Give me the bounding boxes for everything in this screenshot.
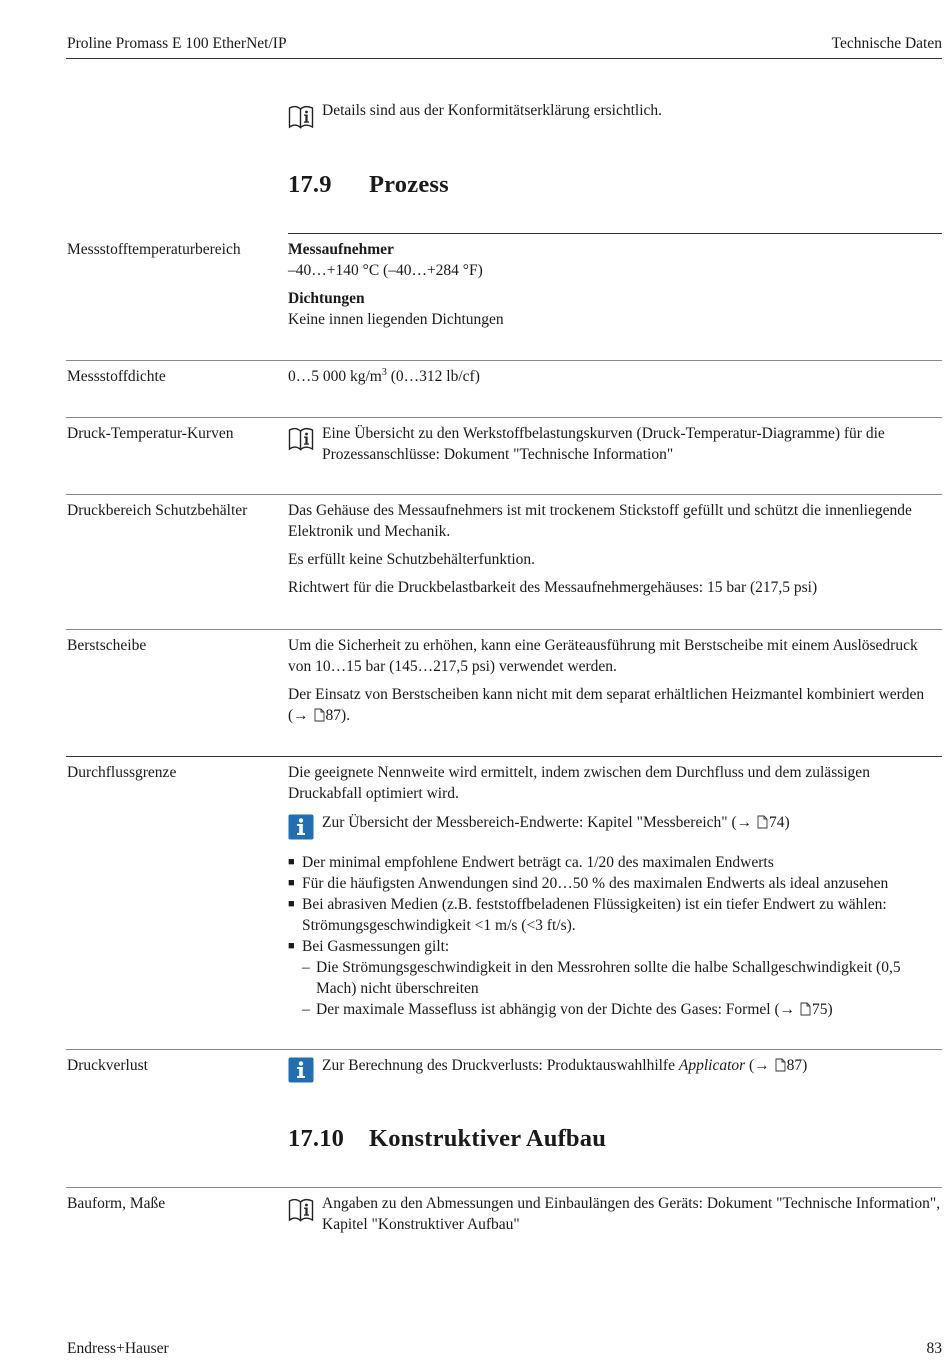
flow-limit-bullet-list (288, 852, 944, 1020)
row-content-flow-limit (288, 762, 944, 1020)
row-divider (66, 756, 942, 757)
sub-list-item-end: ) (827, 1001, 833, 1018)
intro-note (288, 100, 944, 121)
density-exponent: 3 (381, 366, 387, 378)
section-rule (288, 233, 942, 234)
row-label-temperature-range: Messstofftemperaturbereich (67, 241, 241, 258)
density-value: 0…5 000 kg/m (288, 368, 382, 385)
section-title: Konstruktiver Aufbau (369, 1125, 607, 1152)
intro-note-text: Details sind aus der Konformitätserklärung ersichtlich. (322, 102, 663, 119)
pressure-loss-info-note (288, 1055, 944, 1076)
page-reference-icon (775, 1058, 786, 1072)
row-content-containment (288, 500, 944, 598)
row-label-flow-limit: Durchflussgrenze (67, 764, 177, 781)
flow-limit-sub-list (302, 957, 944, 1020)
containment-p1: Das Gehäuse des Messaufnehmers ist mit trockenem Stickstoff gefüllt und schützt die innenliegende Elektronik und Mechanik. (288, 502, 912, 540)
row-content-density (288, 366, 944, 387)
section-heading-process (288, 171, 449, 198)
section-title: Prozess (369, 171, 449, 198)
pressure-loss-info-post: ) (802, 1057, 808, 1074)
applicator-link[interactable]: Applicator (678, 1057, 746, 1074)
info-icon (288, 814, 314, 840)
page-reference-link[interactable]: 74 (769, 814, 785, 831)
list-item: ■ Bei abrasiven Medien (z.B. feststoffbeladenen Flüssigkeiten) ist ein tiefer Endwert zu wählen: Strömungsgeschwindigkeit <1 m/s (<3 ft/s). (288, 894, 944, 936)
pt-curves-note-text: Eine Übersicht zu den Werkstoffbelastungskurven (Druck-Temperatur-Diagramme) für die Prozessanschlüsse: Dokument "Technische Information" (322, 425, 885, 463)
running-header-chapter: Technische Daten (831, 35, 942, 52)
page-reference-icon (800, 1002, 811, 1016)
pressure-loss-info-text (322, 1055, 944, 1076)
containment-p2: Es erfüllt keine Schutzbehälterfunktion. (288, 551, 536, 568)
section-number: 17.9 (288, 171, 332, 198)
page-reference-link[interactable]: 75 (811, 1001, 828, 1018)
row-label-density: Messstoffdichte (67, 368, 166, 385)
seals-heading: Dichtungen (288, 290, 365, 307)
dimensions-note (288, 1193, 944, 1235)
row-divider (66, 1187, 942, 1188)
sub-list-item-text: Der maximale Massefluss ist abhängig von der Dichte des Gases: Formel (→ (316, 1001, 799, 1018)
book-info-icon (288, 1197, 314, 1223)
list-item: ■ Der minimal empfohlene Endwert beträgt ca. 1/20 des maximalen Endwerts (288, 852, 944, 873)
row-label-pressure-loss: Druckverlust (67, 1057, 148, 1074)
page-reference-icon (314, 708, 325, 722)
header-rule (66, 58, 942, 59)
list-item (288, 936, 944, 1020)
flow-limit-intro: Die geeignete Nennweite wird ermittelt, indem zwischen dem Durchfluss und dem zulässigen Druckabfall optimiert wird. (288, 764, 870, 802)
flow-limit-info-post: ) (784, 814, 790, 831)
sub-list-item (302, 999, 944, 1020)
row-label-rupture-disk: Berstscheibe (67, 637, 147, 654)
row-label-containment: Druckbereich Schutzbehälter (67, 502, 248, 519)
running-header-title: Proline Promass E 100 EtherNet/IP (67, 35, 287, 52)
list-item: ■ Für die häufigsten Anwendungen sind 20…50 % des maximalen Endwerts als ideal anzusehen (288, 873, 944, 894)
info-icon (288, 1057, 314, 1083)
page-reference-link[interactable]: 87 (325, 707, 342, 724)
seals-value: Keine innen liegenden Dichtungen (288, 311, 504, 328)
containment-p3: Richtwert für die Druckbelastbarkeit des Messaufnehmergehäuses: 15 bar (217,5 psi) (288, 579, 818, 596)
row-content-temperature-range (288, 239, 944, 330)
list-item-text: Bei Gasmessungen gilt: (302, 938, 450, 955)
row-label-dimensions: Bauform, Maße (67, 1195, 166, 1212)
dimensions-note-text: Angaben zu den Abmessungen und Einbaulängen des Geräts: Dokument "Technische Information", Kapitel "Konstruktiver Aufbau" (322, 1195, 941, 1233)
book-info-icon (288, 104, 314, 130)
row-divider (66, 360, 942, 361)
row-divider (66, 629, 942, 630)
pt-curves-note (288, 423, 944, 465)
page-reference-icon (757, 815, 768, 829)
rupture-disk-p2 (288, 684, 944, 726)
section-heading-construction (288, 1125, 607, 1152)
rupture-disk-p1: Um die Sicherheit zu erhöhen, kann eine Geräteausführung mit Berstscheibe mit einem Auslösedruck von 10…15 bar (145…217,5 psi) verwendet werden. (288, 637, 918, 675)
flow-limit-info-text (322, 812, 944, 833)
page-reference-link[interactable]: 87 (786, 1057, 803, 1074)
sensor-value: –40…+140 °C (–40…+284 °F) (288, 262, 483, 279)
section-number: 17.10 (288, 1125, 345, 1152)
row-divider (66, 1049, 942, 1050)
pressure-loss-info-pre: Zur Berechnung des Druckverlusts: Produktauswahlhilfe (322, 1057, 679, 1074)
pressure-loss-info-mid: (→ (745, 1057, 774, 1074)
page-number: 83 (926, 1340, 942, 1357)
sub-list-item: – Die Strömungsgeschwindigkeit in den Messrohren sollte die halbe Schallgeschwindigkeit (0,5 Mach) nicht überschreiten (302, 957, 944, 999)
row-content-rupture-disk (288, 635, 944, 726)
row-label-pt-curves: Druck-Temperatur-Kurven (67, 425, 234, 442)
sensor-heading: Messaufnehmer (288, 241, 394, 258)
book-info-icon (288, 426, 314, 452)
footer-brand: Endress+Hauser (67, 1340, 169, 1357)
row-divider (66, 494, 942, 495)
flow-limit-info-note (288, 812, 944, 842)
rupture-disk-p2-end: ). (341, 707, 351, 724)
flow-limit-info-pre: Zur Übersicht der Messbereich-Endwerte: Kapitel "Messbereich" (→ (322, 814, 757, 831)
density-imperial: (0…312 lb/cf) (386, 368, 480, 385)
rupture-disk-p2-text: Der Einsatz von Berstscheiben kann nicht mit dem separat erhältlichen Heizmantel kombiniert werden (→ (288, 686, 925, 724)
row-divider (66, 417, 942, 418)
